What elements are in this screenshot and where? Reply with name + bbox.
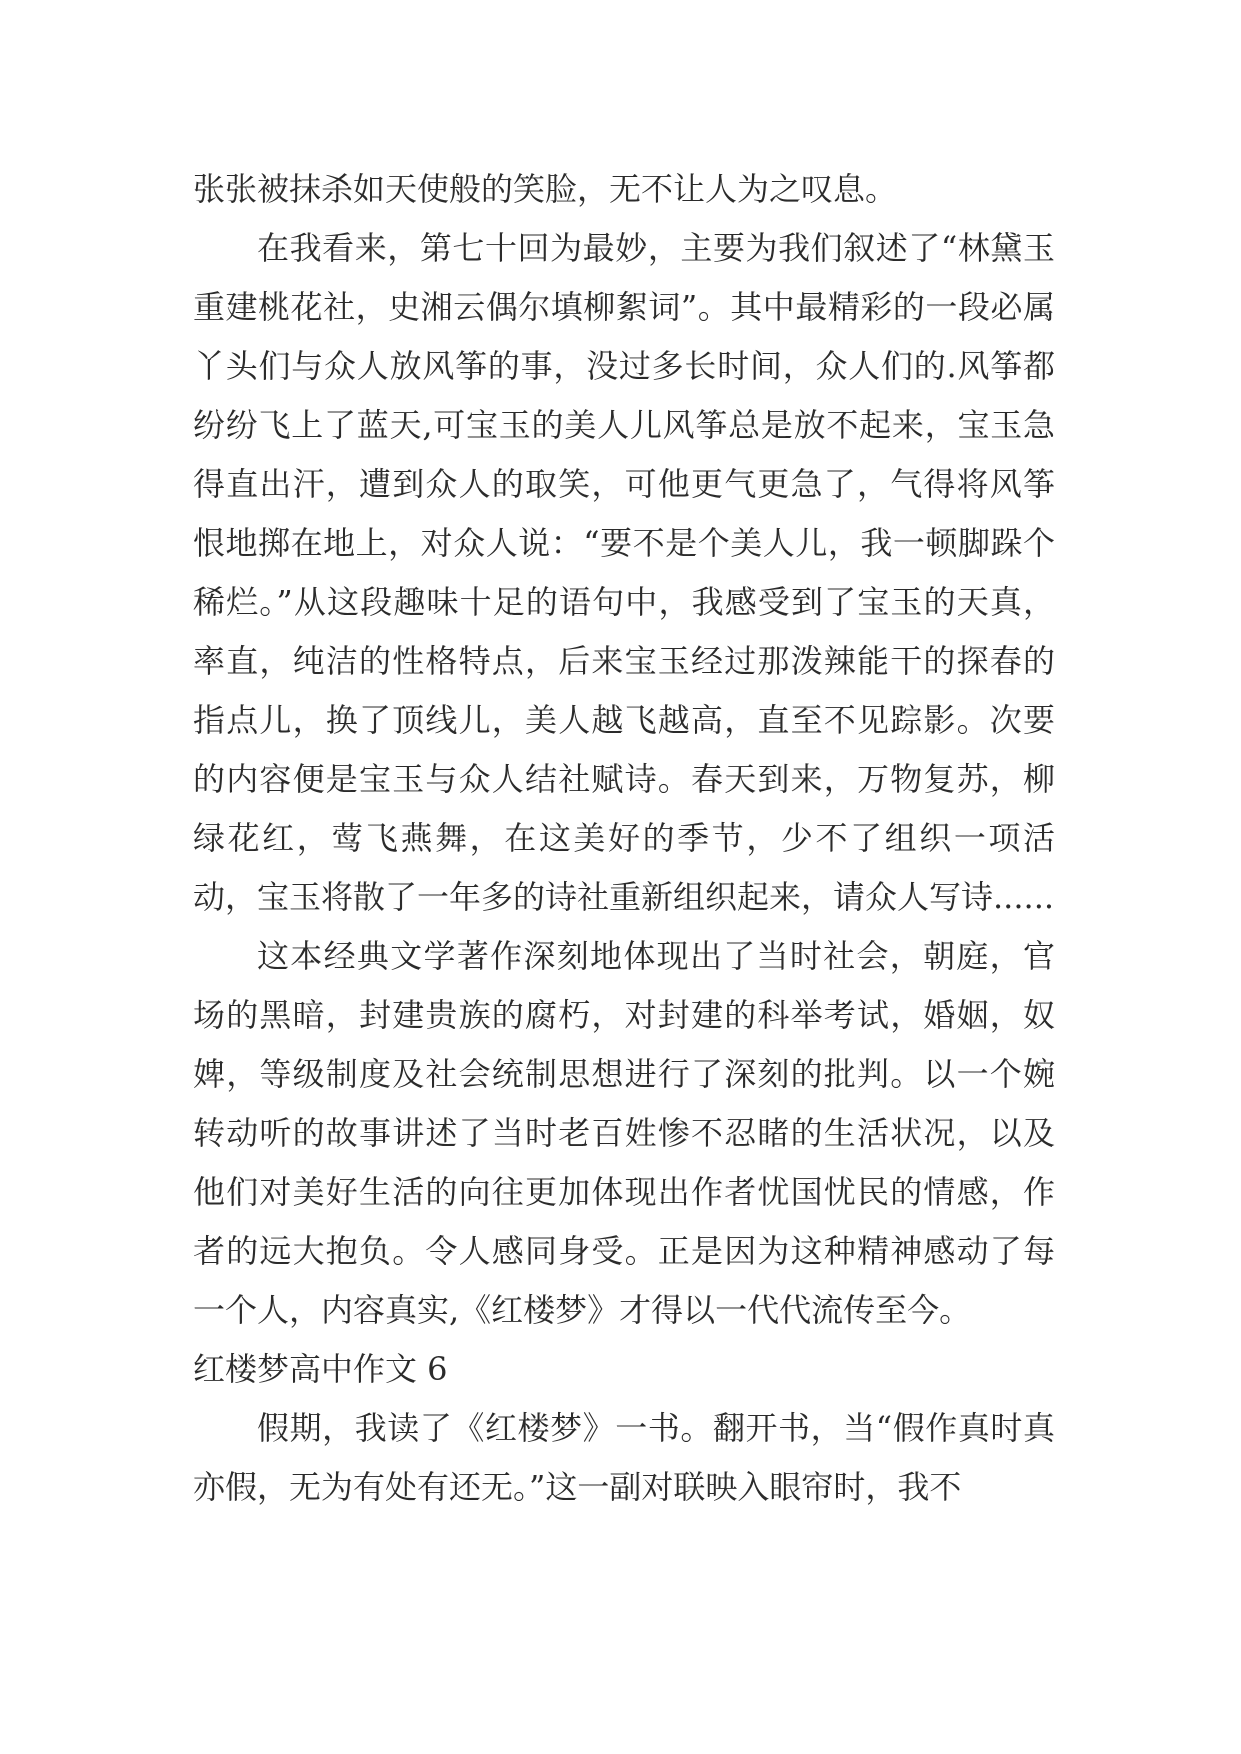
- paragraph-social-critique: 这本经典文学著作深刻地体现出了当时社会，朝庭，官场的黑暗，封建贵族的腐朽，对封建的科举考试，婚姻，奴婢，等级制度及社会统制思想进行了深刻的批判。以一个婉转动听的故事讲述了当时老百姓惨不忍睹的生活状况，以及他们对美好生活的向往更加体现出作者忧国忧民的情感，作者的远大抱负。令人感同身受。正是因为这种精神感动了每一个人，内容真实,《红楼梦》才得以一代代流传至今。: [193, 937, 1055, 1329]
- paragraph-kite-story: 在我看来，第七十回为最妙，主要为我们叙述了“林黛玉重建桃花社，史湘云偶尔填柳絮词”。其中最精彩的一段必属丫头们与众人放风筝的事，没过多长时间，众人们的.风筝都纷纷飞上了蓝天,可宝玉的美人儿风筝总是放不起来，宝玉急得直出汗，遭到众人的取笑，可他更气更急了，气得将风筝恨地掷在地上，对众人说：“要不是个美人儿，我一顿脚跺个稀烂。”从这段趣味十足的语句中，我感受到了宝玉的天真，率直，纯洁的性格特点，后来宝玉经过那泼辣能干的探春的指点儿，换了顶线儿，美人越飞越高，直至不见踪影。次要的内容便是宝玉与众人结社赋诗。春天到来，万物复苏，柳绿花红，莺飞燕舞，在这美好的季节，少不了组织一项活动，宝玉将散了一年多的诗社重新组织起来，请众人写诗......: [193, 229, 1055, 916]
- paragraph-essay-6-intro: 假期，我读了《红楼梦》一书。翻开书，当“假作真时真亦假，无为有处有还无。”这一副对联映入眼帘时，我不: [193, 1409, 1055, 1506]
- section-heading: 红楼梦高中作文 6: [193, 1350, 448, 1388]
- document-body: [193, 160, 1055, 1517]
- paragraph-continuation: 张张被抹杀如天使般的笑脸，无不让人为之叹息。: [193, 170, 898, 208]
